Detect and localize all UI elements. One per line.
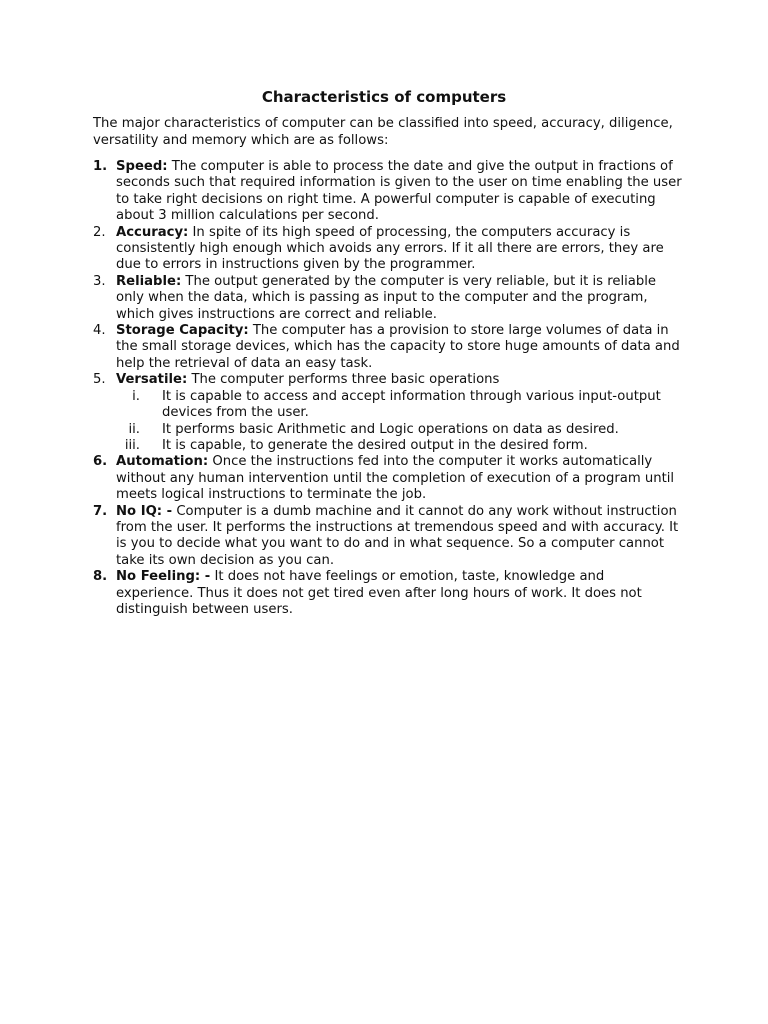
item-term: Reliable:: [116, 273, 182, 289]
list-item: [93, 372, 683, 454]
sub-list-item: [116, 422, 683, 438]
list-item: [93, 569, 683, 618]
item-term: Speed:: [116, 159, 168, 174]
item-text: The computer is able to process the date and give the output in fractions of seconds such that required information is given to the user on time enabling the user to take right decisions on right time. A powerful computer is capable of executing about 3 million calculations per second.: [116, 159, 682, 224]
item-text: In spite of its high speed of processing, the computers accuracy is consistently high enough which avoids any errors. If it all there are errors, they are due to errors in instructions given by the programmer.: [116, 224, 664, 273]
list-item: [93, 454, 683, 503]
item-number: 5.: [93, 372, 106, 388]
characteristics-list: [93, 159, 683, 618]
sub-list-item: [116, 389, 683, 422]
intro-paragraph: The major characteristics of computer can be classified into speed, accuracy, diligence, versatility and memory which are as follows:: [93, 116, 673, 148]
item-number: 3.: [93, 273, 106, 289]
item-text: Computer is a dumb machine and it cannot do any work without instruction from the user. It performs the instructions at tremendous speed and with accuracy. It is you to decide what you want to do and in what sequence. So a computer cannot take its own decision as you can.: [116, 503, 679, 568]
item-term: No IQ: -: [116, 503, 173, 519]
item-text: The computer has a provision to store large volumes of data in the small storage devices, which has the capacity to store huge amounts of data and help the retrieval of data an easy task.: [116, 323, 680, 371]
item-number: 7.: [93, 503, 108, 519]
item-text: Once the instructions fed into the computer it works automatically without any human intervention until the completion of execution of a program until meets logical instructions to terminate the job.: [116, 454, 675, 503]
sub-item-number: ii.: [128, 421, 140, 437]
item-number: 6.: [93, 454, 108, 470]
item-text: The output generated by the computer is very reliable, but it is reliable only when the data, which is passing as input to the computer and the program, which gives instructions are correct and reliable.: [116, 273, 657, 322]
item-term: Storage Capacity:: [116, 323, 249, 339]
item-number: 2.: [93, 224, 106, 240]
sub-item-number: i.: [132, 388, 140, 404]
sub-item-text: It is capable to access and accept information through various input-output devices from the user.: [162, 388, 661, 421]
item-term: Automation:: [116, 454, 209, 470]
list-item: [93, 159, 683, 225]
document-title: Characteristics of computers: [261, 88, 507, 106]
list-item: [93, 274, 683, 323]
sub-item-text: It performs basic Arithmetic and Logic operations on data as desired.: [162, 421, 619, 437]
sub-item-text: It is capable, to generate the desired output in the desired form.: [162, 437, 588, 453]
item-text: It does not have feelings or emotion, taste, knowledge and experience. Thus it does not get tired even after long hours of work. It does not distinguish between users.: [116, 569, 642, 617]
sub-item-number: iii.: [124, 437, 140, 453]
list-item: [93, 323, 683, 372]
item-text: The computer performs three basic operations: [187, 372, 500, 388]
item-term: Versatile:: [116, 372, 188, 388]
item-term: Accuracy:: [116, 224, 189, 240]
list-item: [93, 225, 683, 274]
item-number: 1.: [93, 159, 108, 174]
versatile-sub-list: [116, 389, 683, 455]
item-number: 8.: [93, 569, 108, 585]
item-term: No Feeling: -: [116, 569, 211, 585]
sub-list-item: [116, 438, 683, 454]
item-number: 4.: [93, 323, 106, 339]
list-item: [93, 504, 683, 570]
